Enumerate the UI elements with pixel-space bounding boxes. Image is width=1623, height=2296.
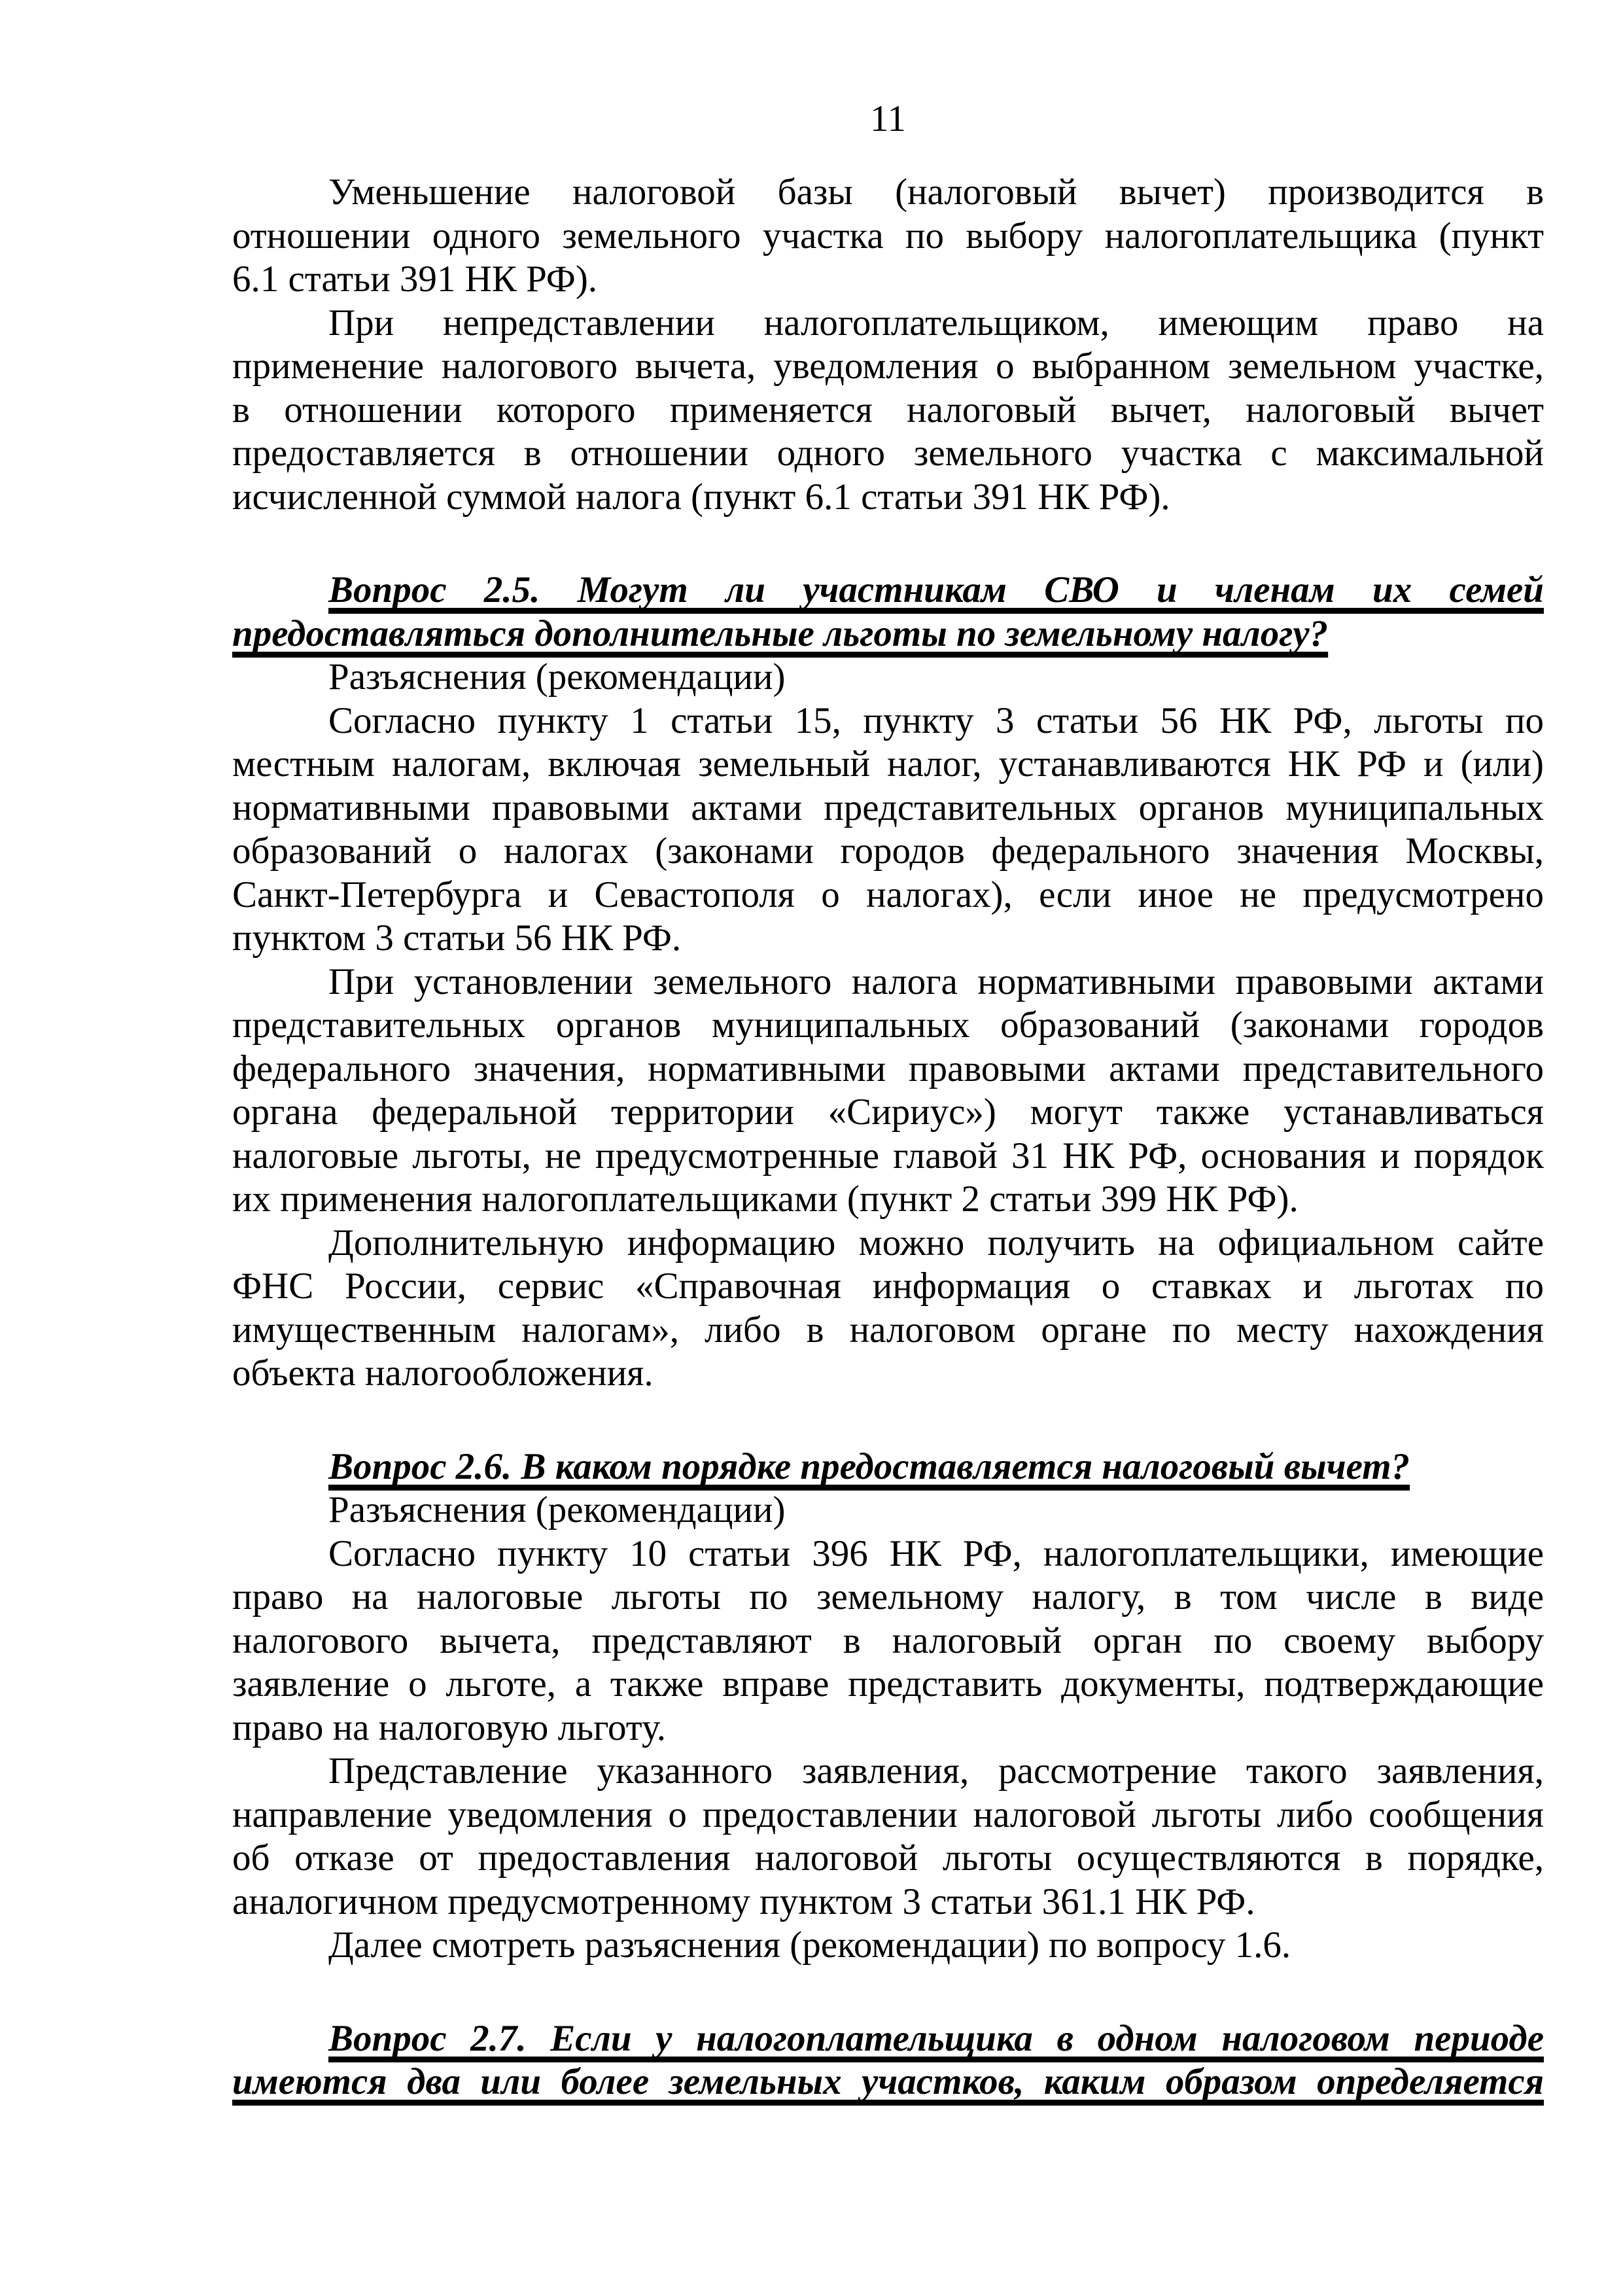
para-application-review (232, 1750, 1544, 1924)
para-local-tax-benefits (232, 699, 1544, 961)
heading-line: Вопрос 2.6. В каком порядке предоставляется налоговый вычет? (328, 1445, 1410, 1487)
text-line: образований о налогах (законами городов федерального значения Москвы, (232, 830, 1544, 872)
para-deduction-application (232, 1532, 1544, 1750)
text-line: При установлении земельного налога нормативными правовыми актами (328, 961, 1544, 1002)
text-line: Разъяснения (рекомендации) (328, 1489, 786, 1530)
text-line: налоговые льготы, не предусмотренные главой 31 НК РФ, основания и порядок (232, 1135, 1544, 1176)
text-line: объекта налогообложения. (232, 1352, 654, 1394)
text-line: нормативными правовыми актами представительных органов муниципальных (232, 786, 1544, 828)
text-line: в отношении которого применяется налоговый вычет, налоговый вычет (232, 389, 1544, 431)
para-clarifications-label-1 (232, 656, 1544, 699)
text-line: федерального значения, нормативными правовыми актами представительного (232, 1048, 1544, 1089)
para-land-tax-establishment (232, 961, 1544, 1222)
text-line: представительных органов муниципальных образований (законами городов (232, 1004, 1544, 1046)
text-line: Уменьшение налоговой базы (налоговый вычет) производится в (328, 171, 1544, 213)
text-line: местным налогам, включая земельный налог, устанавливаются НК РФ и (или) (232, 743, 1544, 785)
text-line: право на налоговые льготы по земельному налогу, в том числе в виде (232, 1576, 1544, 1617)
text-line: ФНС России, сервис «Справочная информация о ставках и льготах по (232, 1265, 1544, 1307)
text-line: направление уведомления о предоставлении налоговой льготы либо сообщения (232, 1793, 1544, 1835)
text-line: об отказе от предоставления налоговой льготы осуществляются в порядке, (232, 1837, 1544, 1879)
text-line: заявление о льготе, а также вправе представить документы, подтверждающие (232, 1663, 1544, 1704)
para-see-further (232, 1924, 1544, 1968)
para-clarifications-label-2 (232, 1489, 1544, 1532)
text-line: их применения налогоплательщиками (пункт 2 статьи 399 НК РФ). (232, 1178, 1299, 1220)
para-no-notification (232, 302, 1544, 520)
text-line: пунктом 3 статьи 56 НК РФ. (232, 917, 682, 959)
text-line: Санкт-Петербурга и Севастополя о налогах), если иное не предусмотрено (232, 874, 1544, 915)
text-line: Дополнительную информацию можно получить на официальном сайте (328, 1222, 1544, 1263)
text-line: налогового вычета, представляют в налоговый орган по своему выбору (232, 1619, 1544, 1661)
heading-question-2-6 (232, 1445, 1544, 1489)
text-line: Представление указанного заявления, рассмотрение такого заявления, (328, 1750, 1544, 1792)
para-tax-base-reduction (232, 171, 1544, 302)
heading-question-2-7 (232, 2017, 1544, 2104)
heading-line: имеются два или более земельных участков, каким образом определяется (232, 2061, 1544, 2102)
text-line: применение налогового вычета, уведомления о выбранном земельном участке, (232, 345, 1544, 387)
text-line: предоставляется в отношении одного земельного участка с максимальной (232, 433, 1544, 474)
heading-question-2-5 (232, 569, 1544, 656)
heading-line: Вопрос 2.5. Могут ли участникам СВО и членам их семей (328, 569, 1544, 610)
text-line: исчисленной суммой налога (пункт 6.1 статьи 391 НК РФ). (232, 476, 1170, 518)
text-line: имущественным налогам», либо в налоговом органе по месту нахождения (232, 1309, 1544, 1351)
text-line: отношении одного земельного участка по выбору налогоплательщика (пункт (232, 215, 1544, 256)
text-line: право на налоговую льготу. (232, 1706, 666, 1748)
text-line: Далее смотреть разъяснения (рекомендации) по вопросу 1.6. (328, 1924, 1291, 1966)
text-line: Согласно пункту 1 статьи 15, пункту 3 статьи 56 НК РФ, льготы по (328, 699, 1544, 741)
heading-line: Вопрос 2.7. Если у налогоплательщика в одном налоговом периоде (328, 2017, 1544, 2059)
page-number: 11 (870, 98, 906, 139)
text-line: аналогичном предусмотренному пунктом 3 статьи 361.1 НК РФ. (232, 1881, 1255, 1922)
text-line: Согласно пункту 10 статьи 396 НК РФ, налогоплательщики, имеющие (328, 1532, 1544, 1574)
text-column (232, 0, 1544, 2104)
document-body (232, 141, 1544, 2104)
text-line: При непредставлении налогоплательщиком, имеющим право на (328, 302, 1544, 344)
text-line: органа федеральной территории «Сириус») могут также устанавливаться (232, 1091, 1544, 1133)
text-line: 6.1 статьи 391 НК РФ). (232, 258, 598, 300)
heading-line: предоставляться дополнительные льготы по земельному налогу? (232, 612, 1329, 654)
page-header (232, 0, 1544, 141)
para-additional-info (232, 1222, 1544, 1396)
text-line: Разъяснения (рекомендации) (328, 656, 786, 698)
